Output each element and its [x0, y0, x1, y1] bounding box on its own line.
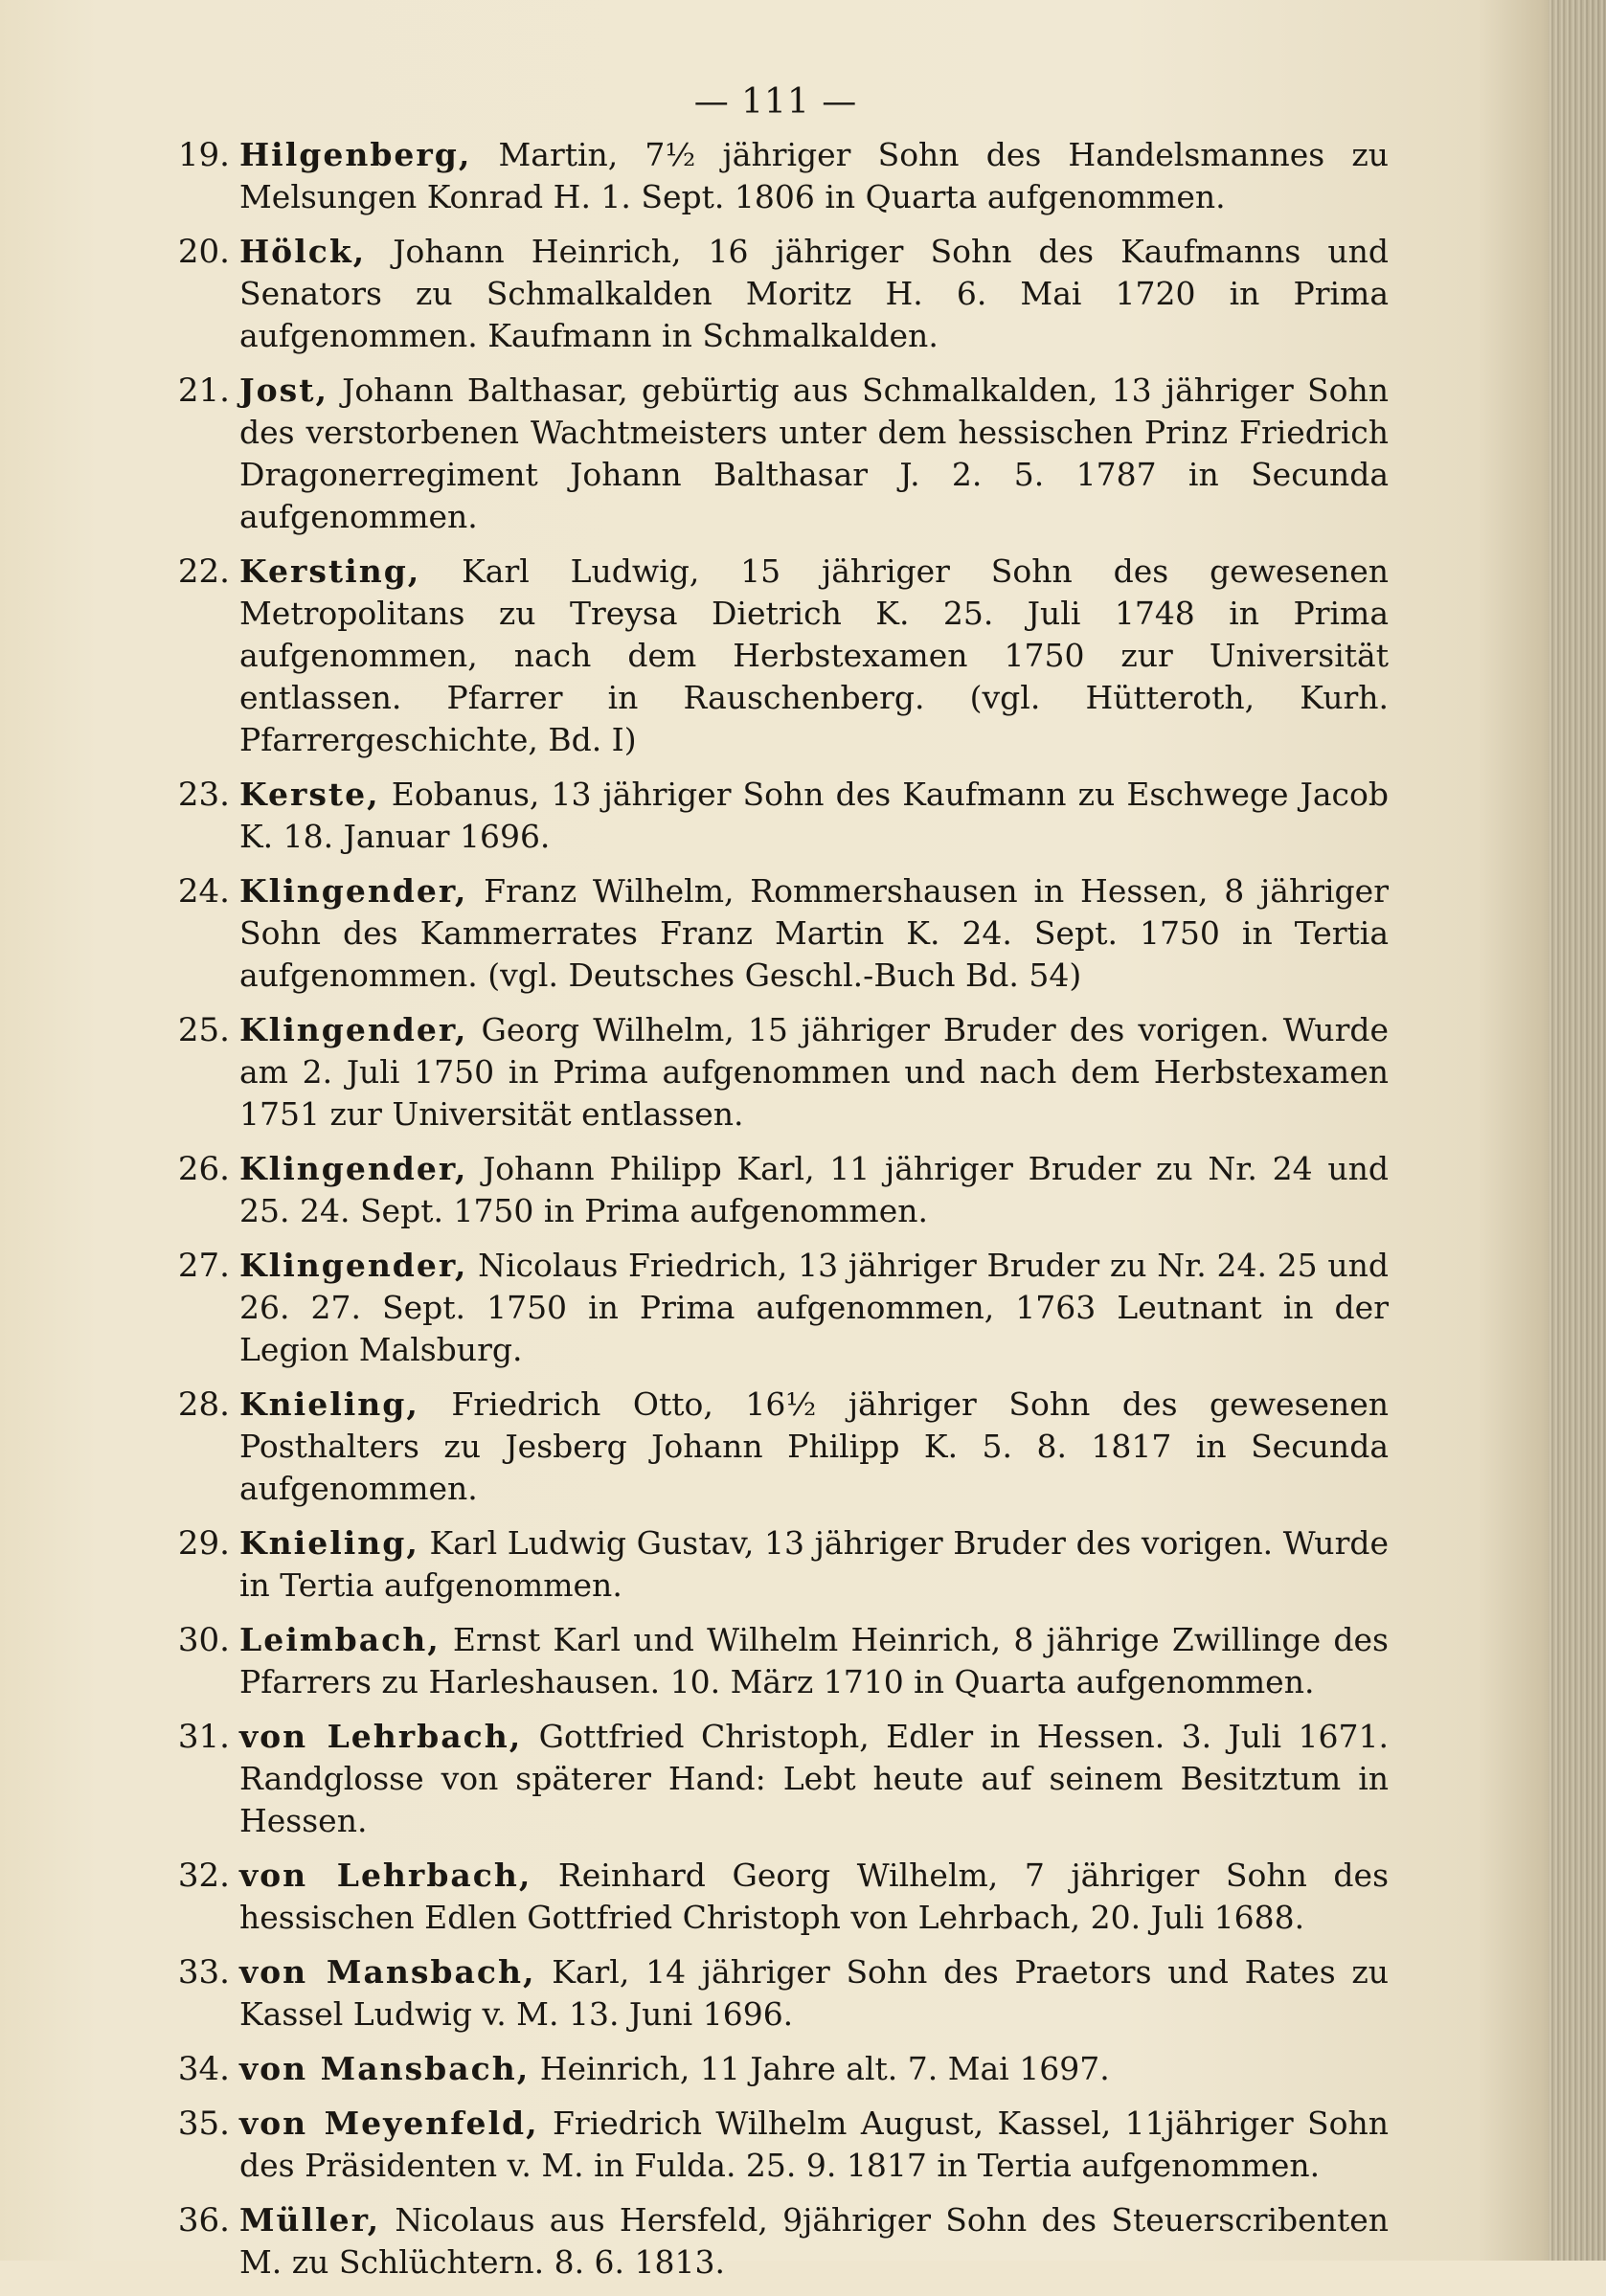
entry-text — [239, 2103, 1389, 2187]
entry-text — [239, 1619, 1389, 1703]
entry-number: 25. — [177, 1011, 230, 1049]
entry-name: Klingender, — [239, 1011, 468, 1048]
entry-body: Johann Balthasar, gebürtig aus Schmalkalden, 13 jähriger Sohn des verstorbenen Wachtmeisters unter dem hessischen Prinz Friedrich Dragonerregiment Johann Balthasar J. 2. 5. 1787 in Secunda aufgenommen. — [239, 371, 1389, 535]
entry-number: 23. — [177, 776, 230, 814]
entry-name: Hölck, — [239, 233, 367, 270]
entry-29 — [144, 1522, 1389, 1607]
entry-number: 27. — [177, 1247, 230, 1285]
entry-text — [239, 231, 1389, 357]
entry-number: 26. — [177, 1150, 230, 1188]
entry-number: 30. — [177, 1621, 230, 1659]
entry-name: Klingender, — [239, 872, 468, 910]
entry-body: Georg Wilhelm, 15 jähriger Bruder des vorigen. Wurde am 2. Juli 1750 in Prima aufgenommen und nach dem Herbstexamen 1751 zur Universität entlassen. — [239, 1011, 1389, 1133]
entry-body: Johann Heinrich, 16 jähriger Sohn des Kaufmanns und Senators zu Schmalkalden Moritz H. 6. Mai 1720 in Prima aufgenommen. Kaufmann in Schmalkalden. — [239, 233, 1389, 354]
entry-22 — [144, 551, 1389, 761]
entry-text — [239, 551, 1389, 761]
entry-text — [239, 1245, 1389, 1371]
entry-body: Reinhard Georg Wilhelm, 7 jähriger Sohn des hessischen Edlen Gottfried Christoph von Lehrbach, 20. Juli 1688. — [239, 1857, 1389, 1936]
entry-27 — [144, 1245, 1389, 1371]
page-edge — [1549, 0, 1606, 2261]
entry-name: Jost, — [239, 371, 328, 409]
entry-body: Nicolaus aus Hersfeld, 9jähriger Sohn des Steuerscribenten M. zu Schlüchtern. 8. 6. 1813. — [239, 2201, 1389, 2281]
page-number: — 111 — — [693, 82, 858, 122]
entry-name: Kerste, — [239, 776, 380, 813]
entry-number: 22. — [177, 552, 230, 591]
entry-name: Müller, — [239, 2201, 381, 2239]
entry-28 — [144, 1384, 1389, 1510]
entry-25 — [144, 1009, 1389, 1136]
entry-number: 19. — [177, 136, 230, 174]
entry-number: 35. — [177, 2105, 230, 2143]
entry-name: Leimbach, — [239, 1621, 441, 1658]
entry-number: 21. — [177, 371, 230, 410]
entry-24 — [144, 870, 1389, 997]
entry-body: Ernst Karl und Wilhelm Heinrich, 8 jährige Zwillinge des Pfarrers zu Harleshausen. 10. März 1710 in Quarta aufgenommen. — [239, 1621, 1389, 1700]
entry-body: Eobanus, 13 jähriger Sohn des Kaufmann zu Eschwege Jacob K. 18. Januar 1696. — [239, 776, 1389, 855]
entry-body: Johann Philipp Karl, 11 jähriger Bruder zu Nr. 24 und 25. 24. Sept. 1750 in Prima aufgenommen. — [239, 1150, 1389, 1229]
entry-text — [239, 1951, 1389, 2036]
entry-text — [239, 2048, 1389, 2090]
entry-body: Franz Wilhelm, Rommershausen in Hessen, 8 jähriger Sohn des Kammerrates Franz Martin K. 24. Sept. 1750 in Tertia aufgenommen. (vgl. Deutsches Geschl.-Buch Bd. 54) — [239, 872, 1389, 994]
entry-body: Heinrich, 11 Jahre alt. 7. Mai 1697. — [539, 2050, 1110, 2087]
entry-20 — [144, 231, 1389, 357]
entry-name: Kersting, — [239, 552, 421, 590]
entry-body: Martin, 7½ jähriger Sohn des Handelsmannes zu Melsungen Konrad H. 1. Sept. 1806 in Quarta aufgenommen. — [239, 136, 1389, 215]
entry-number: 28. — [177, 1385, 230, 1424]
entry-33 — [144, 1951, 1389, 2036]
entry-name: von Mansbach, — [239, 1953, 536, 1991]
entry-19 — [144, 134, 1389, 218]
entry-text — [239, 134, 1389, 218]
entry-number: 32. — [177, 1857, 230, 1895]
entry-text — [239, 1716, 1389, 1842]
entry-32 — [144, 1855, 1389, 1939]
entry-text — [239, 1148, 1389, 1232]
entry-name: Hilgenberg, — [239, 136, 472, 173]
entry-name: von Lehrbach, — [239, 1718, 523, 1755]
entry-body: Karl Ludwig Gustav, 13 jähriger Bruder des vorigen. Wurde in Tertia aufgenommen. — [239, 1524, 1389, 1604]
entry-text — [239, 870, 1389, 997]
entry-26 — [144, 1148, 1389, 1232]
entry-name: von Lehrbach, — [239, 1857, 532, 1894]
entry-number: 33. — [177, 1953, 230, 1992]
entry-text — [239, 1522, 1389, 1607]
entry-body: Friedrich Wilhelm August, Kassel, 11jähriger Sohn des Präsidenten v. M. in Fulda. 25. 9. 1817 in Tertia aufgenommen. — [239, 2105, 1389, 2184]
entry-name: Klingender, — [239, 1247, 468, 1284]
entry-name: Knieling, — [239, 1524, 419, 1562]
entry-35 — [144, 2103, 1389, 2187]
entry-name: Klingender, — [239, 1150, 468, 1187]
entry-name: Knieling, — [239, 1385, 419, 1423]
entry-body: Gottfried Christoph, Edler in Hessen. 3. Juli 1671. Randglosse von späterer Hand: Lebt heute auf seinem Besitztum in Hessen. — [239, 1718, 1389, 1839]
entry-number: 36. — [177, 2201, 230, 2240]
entry-36 — [144, 2199, 1389, 2284]
entry-text — [239, 1384, 1389, 1510]
entry-body: Friedrich Otto, 16½ jähriger Sohn des gewesenen Posthalters zu Jesberg Johann Philipp K. 5. 8. 1817 in Secunda aufgenommen. — [239, 1385, 1389, 1507]
entry-number: 29. — [177, 1524, 230, 1563]
entry-text — [239, 2199, 1389, 2284]
entry-number: 34. — [177, 2050, 230, 2088]
entry-text — [239, 1855, 1389, 1939]
entry-name: von Meyenfeld, — [239, 2105, 539, 2142]
entry-30 — [144, 1619, 1389, 1703]
entry-text — [239, 370, 1389, 538]
entry-34 — [144, 2048, 1389, 2090]
entry-name: von Mansbach, — [239, 2050, 531, 2087]
entry-23 — [144, 774, 1389, 858]
entry-21 — [144, 370, 1389, 538]
entry-body: Karl, 14 jähriger Sohn des Praetors und Rates zu Kassel Ludwig v. M. 13. Juni 1696. — [239, 1953, 1390, 2033]
entry-body: Karl Ludwig, 15 jähriger Sohn des gewesenen Metropolitans zu Treysa Dietrich K. 25. Juli 1748 in Prima aufgenommen, nach dem Herbstexamen 1750 zur Universität entlassen. Pfarrer in Rauschenberg. (vgl. Hütteroth, Kurh. Pfarrergeschichte, Bd. I) — [239, 552, 1389, 758]
entry-number: 31. — [177, 1718, 230, 1756]
entry-text — [239, 1009, 1389, 1136]
entry-text — [239, 774, 1389, 858]
entry-list — [144, 134, 1389, 2296]
entry-31 — [144, 1716, 1389, 1842]
entry-body: Nicolaus Friedrich, 13 jähriger Bruder zu Nr. 24. 25 und 26. 27. Sept. 1750 in Prima aufgenommen, 1763 Leutnant in der Legion Malsburg. — [239, 1247, 1389, 1368]
entry-number: 20. — [177, 233, 230, 271]
entry-number: 24. — [177, 872, 230, 911]
